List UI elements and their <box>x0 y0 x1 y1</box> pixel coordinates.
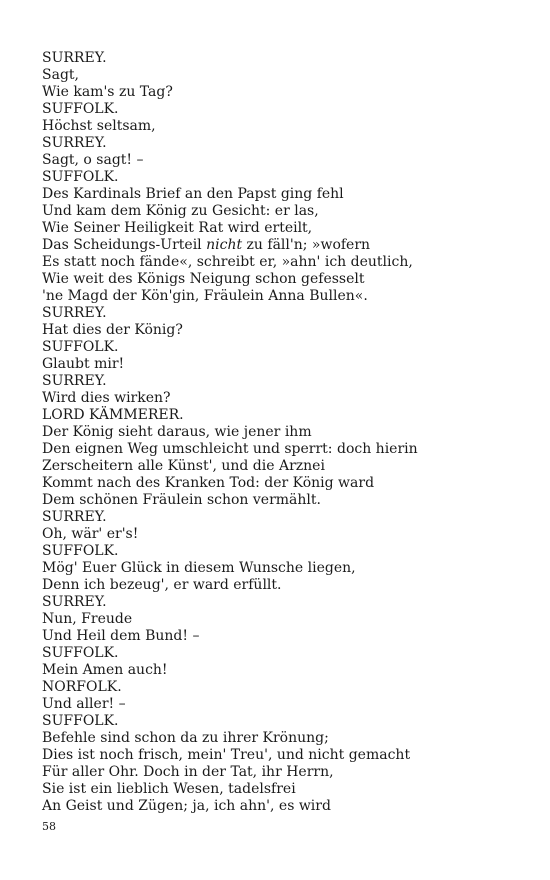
speaker-name: SURREY. <box>42 373 107 389</box>
text-line: An Geist und Zügen; ja, ich ahn', es wird <box>42 798 331 814</box>
text-line: Hat dies der König? <box>42 322 183 338</box>
drama-text <box>42 50 522 815</box>
speaker-name: SURREY. <box>42 50 107 66</box>
speaker-name: LORD KÄMMERER. <box>42 407 184 423</box>
speaker-name: SURREY. <box>42 305 107 321</box>
text-line <box>42 237 522 254</box>
text-line: Sagt, o sagt! – <box>42 152 144 168</box>
text-line: Mein Amen auch! <box>42 662 168 678</box>
text-line: Sagt, <box>42 67 79 83</box>
speaker-name: SUFFOLK. <box>42 645 119 661</box>
emphasized-word: nicht <box>206 237 243 253</box>
text-line: Und kam dem König zu Gesicht: er las, <box>42 203 319 219</box>
speaker-name: SURREY. <box>42 509 107 525</box>
text-line: Befehle sind schon da zu ihrer Krönung; <box>42 730 329 746</box>
speaker-name: SURREY. <box>42 135 107 151</box>
speaker-name: SUFFOLK. <box>42 169 119 185</box>
text-line: Es statt noch fände«, schreibt er, »ahn' ich deutlich, <box>42 254 413 270</box>
text-line: Höchst seltsam, <box>42 118 156 134</box>
speaker-name: SUFFOLK. <box>42 101 119 117</box>
text-line: Und aller! – <box>42 696 126 712</box>
text-line: Und Heil dem Bund! – <box>42 628 200 644</box>
page-number: 58 <box>42 820 56 833</box>
text-line: Dem schönen Fräulein schon vermählt. <box>42 492 321 508</box>
text-line: Des Kardinals Brief an den Papst ging fehl <box>42 186 344 202</box>
text-line: Glaubt mir! <box>42 356 125 372</box>
speaker-name: SUFFOLK. <box>42 713 119 729</box>
speaker-name: NORFOLK. <box>42 679 122 695</box>
text-line: Wie kam's zu Tag? <box>42 84 173 100</box>
text-line: Für aller Ohr. Doch in der Tat, ihr Herrn, <box>42 764 334 780</box>
text-line: Nun, Freude <box>42 611 133 627</box>
text-line: Der König sieht daraus, wie jener ihm <box>42 424 312 440</box>
text-line: Sie ist ein lieblich Wesen, tadelsfrei <box>42 781 296 797</box>
text-line: Kommt nach des Kranken Tod: der König ward <box>42 475 375 491</box>
text-line: Dies ist noch frisch, mein' Treu', und nicht gemacht <box>42 747 411 763</box>
text-line: Wird dies wirken? <box>42 390 171 406</box>
speaker-name: SUFFOLK. <box>42 339 119 355</box>
text-line: Denn ich bezeug', er ward erfüllt. <box>42 577 282 593</box>
text-line: Wie weit des Königs Neigung schon gefesselt <box>42 271 365 287</box>
text-line: 'ne Magd der Kön'gin, Fräulein Anna Bullen«. <box>42 288 368 304</box>
text-line: Den eignen Weg umschleicht und sperrt: doch hierin <box>42 441 418 457</box>
text-line: Zerscheitern alle Künst', und die Arznei <box>42 458 325 474</box>
text-segment: Das Scheidungs-Urteil <box>42 237 207 253</box>
speaker-name: SURREY. <box>42 594 107 610</box>
text-line: Mög' Euer Glück in diesem Wunsche liegen, <box>42 560 356 576</box>
speaker-name: SUFFOLK. <box>42 543 119 559</box>
text-segment: zu fäll'n; »wofern <box>242 237 371 253</box>
text-line: Wie Seiner Heiligkeit Rat wird erteilt, <box>42 220 313 236</box>
text-line: Oh, wär' er's! <box>42 526 139 542</box>
